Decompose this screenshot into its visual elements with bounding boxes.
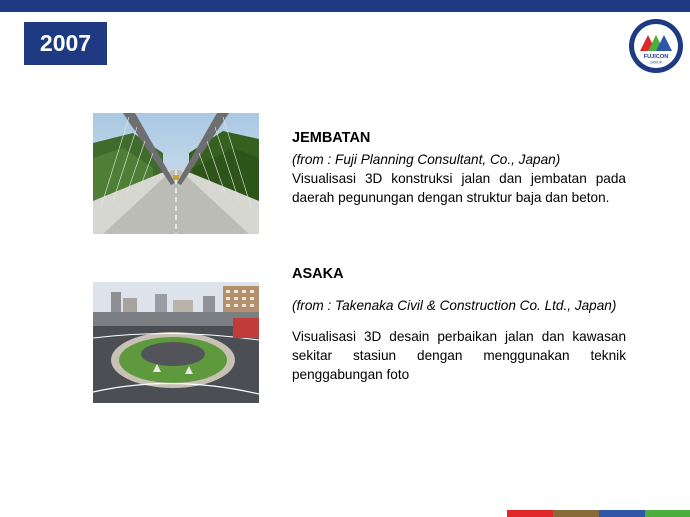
- footer-color-bars: [507, 510, 690, 517]
- footer-bar-green: [645, 510, 690, 517]
- year-badge: 2007: [24, 22, 107, 65]
- fujicon-logo: [628, 18, 684, 74]
- project-title: JEMBATAN: [292, 130, 371, 146]
- project-source: (from : Fuji Planning Consultant, Co., Japan): [292, 152, 561, 167]
- project-jembatan: [292, 129, 626, 207]
- logo-subtext: GROUP: [650, 60, 662, 65]
- project-description: Visualisasi 3D konstruksi jalan dan jembatan pada daerah pegunungan dengan struktur baja dan beton.: [292, 171, 626, 205]
- bridge-render-image: [93, 113, 259, 234]
- footer-bar-blue: [599, 510, 645, 517]
- logo-text: FUJICON: [643, 54, 669, 60]
- project-asaka: [292, 265, 626, 384]
- station-plaza-render-image: [93, 282, 259, 403]
- project-source: (from : Takenaka Civil & Construction Co. Ltd., Japan): [292, 298, 617, 313]
- project-title: ASAKA: [292, 266, 344, 282]
- footer-bar-red: [507, 510, 553, 517]
- footer-bar-brown: [553, 510, 599, 517]
- top-bar: [0, 0, 690, 12]
- project-description: Visualisasi 3D desain perbaikan jalan dan kawasan sekitar stasiun dengan menggunakan teknik penggabungan foto: [292, 329, 626, 382]
